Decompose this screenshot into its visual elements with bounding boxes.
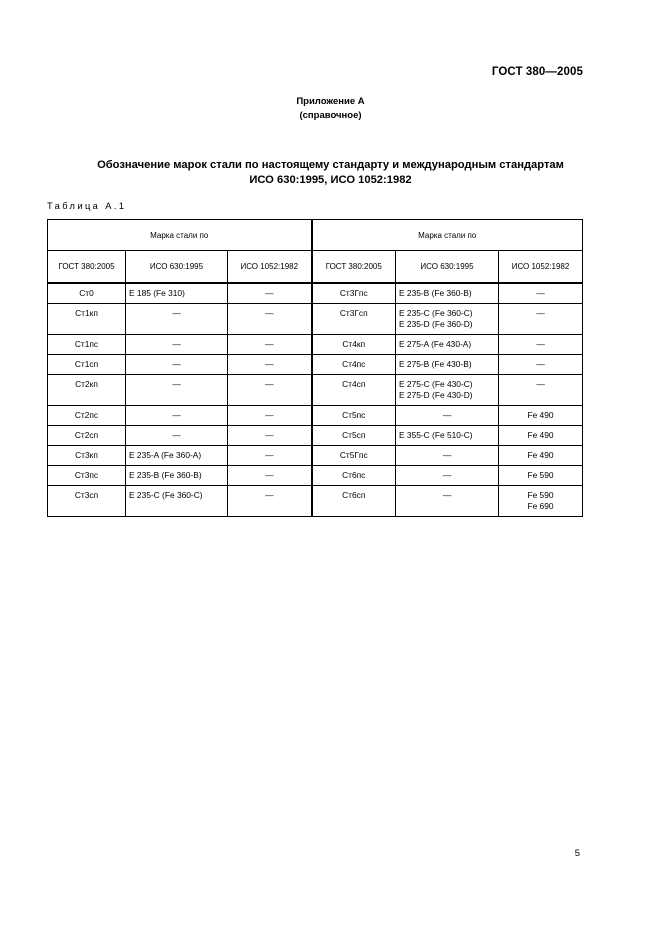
table-cell: — — [228, 486, 312, 517]
table-body — [48, 283, 583, 517]
table-cell: Ст4пс — [312, 355, 396, 375]
appendix-subtitle: (справочное) — [299, 110, 362, 121]
table-cell: Fe 490 — [499, 406, 583, 426]
steel-grades-table — [47, 219, 583, 517]
column-header: ИСО 630:1995 — [396, 251, 499, 284]
table-cell: Fe 490 — [499, 426, 583, 446]
table-cell: Ст3Гсп — [312, 304, 396, 335]
table-cell: Fe 590 — [499, 466, 583, 486]
title-line-1: Обозначение марок стали по настоящему стандарту и международным стандартам — [97, 159, 564, 171]
table-cell: E 275-A (Fe 430-A) — [396, 335, 499, 355]
column-header: ГОСТ 380:2005 — [312, 251, 396, 284]
table-cell: — — [228, 406, 312, 426]
table-cell: Ст1кп — [48, 304, 126, 335]
table-cell: Ст4кп — [312, 335, 396, 355]
table-row — [48, 446, 583, 466]
column-header: ИСО 630:1995 — [126, 251, 228, 284]
table-cell: — — [126, 426, 228, 446]
table-cell: — — [126, 304, 228, 335]
table-cell: E 235-B (Fe 360-B) — [126, 466, 228, 486]
column-header: ИСО 1052:1982 — [228, 251, 312, 284]
table-row — [48, 283, 583, 304]
table-cell: — — [228, 426, 312, 446]
table-cell: — — [126, 355, 228, 375]
table-cell: — — [499, 304, 583, 335]
table-cell: Ст5Гпс — [312, 446, 396, 466]
page-title — [48, 158, 613, 188]
table-cell: — — [396, 406, 499, 426]
table-cell: Ст2пс — [48, 406, 126, 426]
table-cell: Fe 490 — [499, 446, 583, 466]
table-cell: E 235-C (Fe 360-C) — [126, 486, 228, 517]
table-cell: Ст3сп — [48, 486, 126, 517]
appendix-title: Приложение А — [296, 96, 365, 107]
table-row — [48, 375, 583, 406]
table-cell: Ст3Гпс — [312, 283, 396, 304]
table-row — [48, 335, 583, 355]
table-cell: — — [228, 335, 312, 355]
table-cell: Ст3кп — [48, 446, 126, 466]
table-cell: Ст2кп — [48, 375, 126, 406]
table-cell: Ст1пс — [48, 335, 126, 355]
table-row — [48, 486, 583, 517]
document-number: ГОСТ 380—2005 — [491, 66, 583, 78]
table-cell: Ст4сп — [312, 375, 396, 406]
group-header-right: Марка стали по — [312, 220, 583, 251]
table-cell: E 185 (Fe 310) — [126, 283, 228, 304]
table-cell: — — [126, 375, 228, 406]
table-cell: — — [126, 335, 228, 355]
column-header: ИСО 1052:1982 — [499, 251, 583, 284]
table-row — [48, 466, 583, 486]
table-row — [48, 406, 583, 426]
table-cell: Ст5сп — [312, 426, 396, 446]
table-cell: — — [228, 355, 312, 375]
table-cell: — — [228, 304, 312, 335]
table-cell: Ст0 — [48, 283, 126, 304]
column-header: ГОСТ 380:2005 — [48, 251, 126, 284]
table-cell: Ст2сп — [48, 426, 126, 446]
table-cell: E 235-B (Fe 360-B) — [396, 283, 499, 304]
table-cell: E 235-C (Fe 360-C) E 235-D (Fe 360-D) — [396, 304, 499, 335]
table-cell: Ст6сп — [312, 486, 396, 517]
table-cell: — — [228, 466, 312, 486]
group-header-left: Марка стали по — [48, 220, 312, 251]
table-row — [48, 355, 583, 375]
table-cell: — — [499, 335, 583, 355]
table-cell: Ст6пс — [312, 466, 396, 486]
table-cell: — — [499, 283, 583, 304]
table-cell: — — [396, 466, 499, 486]
table-cell: — — [228, 375, 312, 406]
table-cell: — — [396, 446, 499, 466]
page-number: 5 — [574, 848, 580, 859]
table-cell: Ст3пс — [48, 466, 126, 486]
appendix-heading — [0, 95, 661, 123]
table-cell: — — [228, 446, 312, 466]
table-cell: E 235-A (Fe 360-A) — [126, 446, 228, 466]
table-caption: Таблица А.1 — [47, 201, 127, 211]
table-row — [48, 304, 583, 335]
table-cell: Ст5пс — [312, 406, 396, 426]
table-cell: E 275-B (Fe 430-B) — [396, 355, 499, 375]
title-line-2: ИСО 630:1995, ИСО 1052:1982 — [249, 174, 412, 186]
table-row — [48, 426, 583, 446]
table-cell: — — [126, 406, 228, 426]
table-cell: — — [499, 375, 583, 406]
table-cell: Ст1сп — [48, 355, 126, 375]
table-cell: Fe 590 Fe 690 — [499, 486, 583, 517]
table-cell: E 355-C (Fe 510-C) — [396, 426, 499, 446]
table-cell: — — [228, 283, 312, 304]
table-cell: — — [499, 355, 583, 375]
table-cell: — — [396, 486, 499, 517]
table-cell: E 275-C (Fe 430-C) E 275-D (Fe 430-D) — [396, 375, 499, 406]
